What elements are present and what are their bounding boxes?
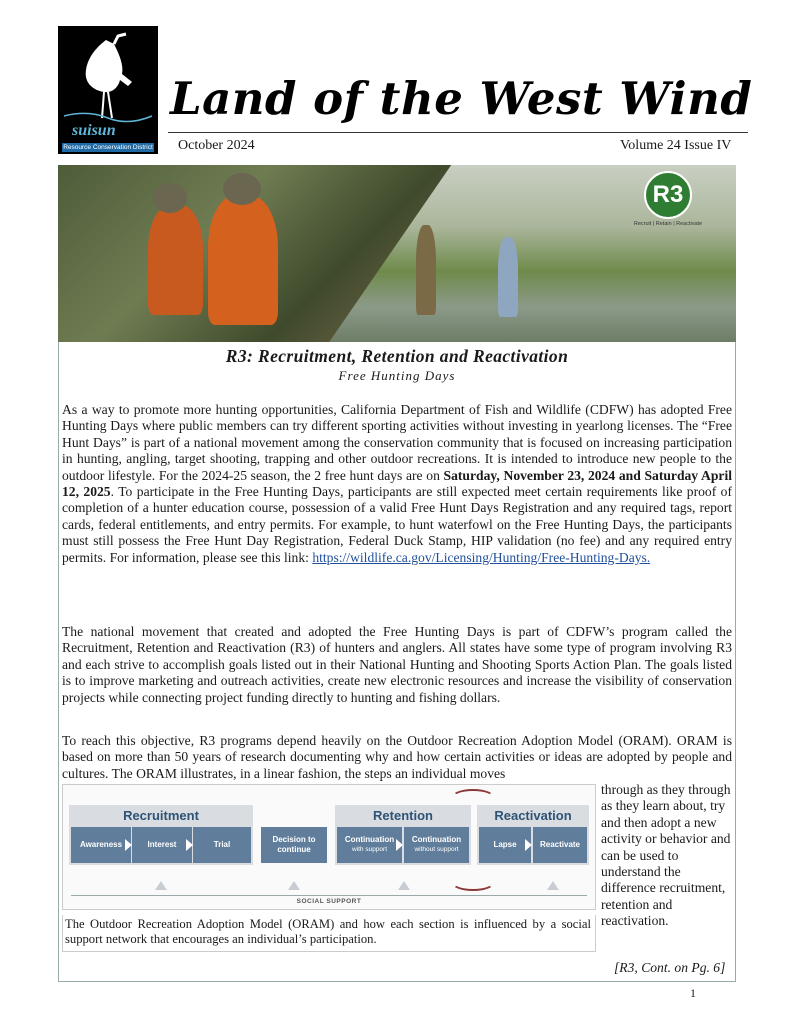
up-arrow-icon — [398, 881, 410, 890]
logo-word: suisun — [72, 122, 116, 139]
oram-diagram — [62, 784, 596, 910]
heron-icon — [58, 26, 158, 136]
arrow-icon — [186, 839, 193, 851]
issue-date: October 2024 — [178, 138, 255, 153]
step-lapse: Lapse — [479, 827, 531, 863]
cycle-arrow-icon — [451, 873, 495, 891]
up-arrow-icon — [155, 881, 167, 890]
continuation-without-sub: without support — [414, 846, 459, 853]
page-number: 1 — [690, 986, 696, 1000]
hunt-dates: Saturday, November 23, 2024 and Saturday April 12, 2025 — [62, 467, 732, 500]
continuation-without-label: Continuation — [411, 835, 462, 844]
continuation-support-label: Continuation — [344, 835, 395, 844]
article-subhead: Free Hunting Days — [338, 368, 456, 383]
step-interest: Interest — [132, 827, 192, 863]
free-hunting-days-link[interactable]: https://wildlife.ca.gov/Licensing/Hunting/Free-Hunting-Days. — [312, 549, 651, 565]
logo-caption: Resource Conservation District — [63, 144, 153, 151]
step-continuation-support — [337, 827, 402, 863]
social-support-bar: SOCIAL SUPPORT — [71, 895, 587, 908]
step-continuation-without — [404, 827, 469, 863]
reactivation-label: Reactivation — [494, 808, 572, 823]
newsletter-title: Land of the West Wind — [170, 72, 753, 125]
article-headline: R3: Recruitment, Retention and Reactivation — [225, 346, 569, 366]
step-awareness: Awareness — [71, 827, 131, 863]
r3-logo-icon: R3 — [644, 171, 692, 219]
paragraph-1-text-b: . To participate in the Free Hunting Days, participants are still expected meet certain requirements like proof of completion of a hunter education course, possession of a valid Free Hunt Days Registration and any required tags, report cards, federal entitlements, and entry permits. For example, to hunt waterfowl on the Free Hunting Days, the participants must still possess the Free Hunt Day Registration, Federal Duck Stamp, HIP validation (no fee) and any required entry permits. For information, please see this link: — [62, 484, 732, 565]
arrow-icon — [396, 839, 403, 851]
paragraph-1-text-a: As a way to promote more hunting opportunities, California Department of Fish and Wildlife (CDFW) has adopted Free Hunting Days where public members can try different sporting activities without investing in yearlong licenses. The “Free Hunt Days” is part of a national movement among the conservation community that is focused on increasing participation in hunting, angling, target shooting, trapping and other outdoor recreations. It is intended to introduce new people to the outdoor lifestyle. For the 2024-25 season, the 2 free hunt days are on — [62, 402, 732, 483]
continuation-support-sub: with support — [351, 846, 388, 853]
up-arrow-icon — [547, 881, 559, 890]
logo — [58, 26, 158, 154]
step-decision: Decision to continue — [261, 827, 327, 863]
step-reactivate: Reactivate — [533, 827, 587, 863]
continued-note[interactable]: [R3, Cont. on Pg. 6] — [614, 960, 726, 975]
step-trial: Trial — [193, 827, 251, 863]
cycle-arrow-icon — [451, 789, 495, 807]
title-rule — [168, 132, 748, 133]
retention-label: Retention — [373, 808, 433, 823]
recruitment-label: Recruitment — [123, 808, 199, 823]
banner-photo — [58, 165, 736, 342]
paragraph-2: The national movement that created and adopted the Free Hunting Days is part of CDFW’s program called the Recruitment, Retention and Reactivation (R3) of hunters and anglers. All states have some type of program involving R3 and each strive to accomplish goals listed out in their National Hunting and Shooting Sports Action Plan. The goals listed is to improve marketing and outreach activities, create new electronic resources and increase the visibility of conservation projects while connecting project funding directly to hunting and fishing dollars. — [62, 624, 732, 705]
paragraph-3-sidebar: through as they through as they learn about, try and then adopt a new activity or behavior and can be used to understand the difference recruitment, retention and reactivation. — [601, 782, 731, 929]
arrow-icon — [125, 839, 132, 851]
diagram-caption: The Outdoor Recreation Adoption Model (ORAM) and how each section is influenced by a social support network that encourages an individual’s participation. — [62, 915, 596, 952]
r3-tagline: Recruit | Retain | Reactivate — [633, 221, 703, 227]
arrow-icon — [525, 839, 532, 851]
paragraph-1 — [62, 402, 732, 566]
issue-volume: Volume 24 Issue IV — [620, 138, 732, 153]
up-arrow-icon — [288, 881, 300, 890]
paragraph-3: To reach this objective, R3 programs depend heavily on the Outdoor Recreation Adoption Model (ORAM). ORAM is based on more than 50 years of research documenting why and how certain activities or ideas are adopted by people and cultures. The ORAM illustrates, in a linear fashion, the steps an individual moves — [62, 733, 732, 781]
